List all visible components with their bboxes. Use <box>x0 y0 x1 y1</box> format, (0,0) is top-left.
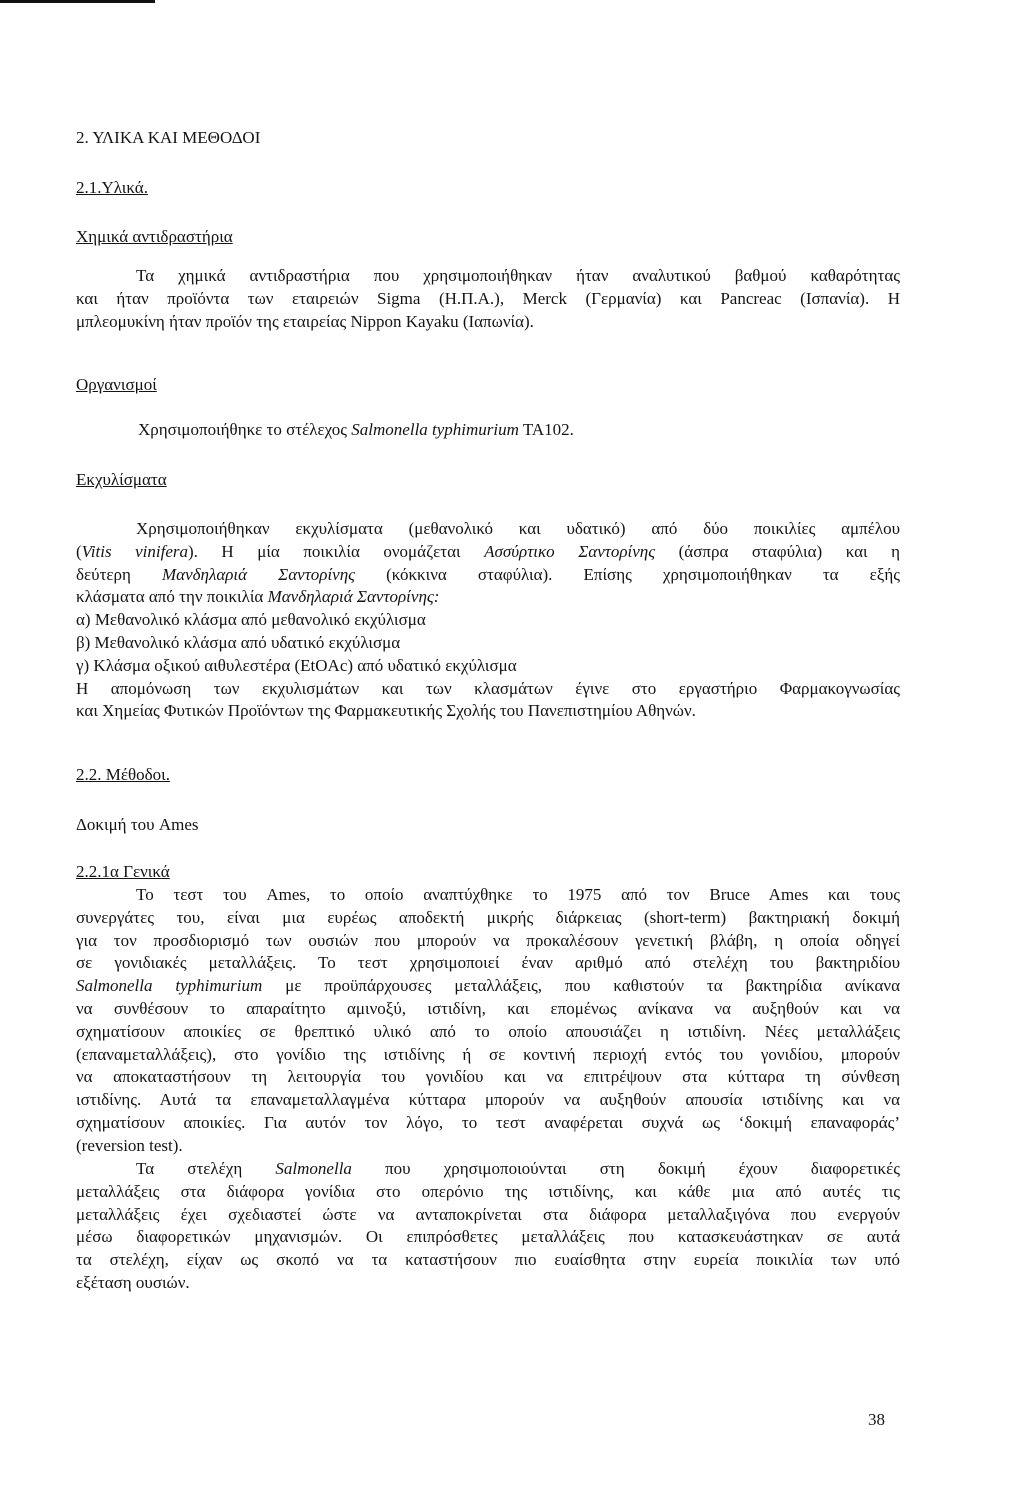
text-line: μεταλλάξεις στα διάφορα γονίδια στο οπερόνιο της ιστιδίνης, και κάθε μια από αυτές τις <box>76 1181 900 1201</box>
text-line: ιστιδίνης. Αυτά τα επαναμεταλλαγμένα κύτταρα μπορούν να αυξηθούν απουσία ιστιδίνης και να <box>76 1090 900 1110</box>
heading-ames: Δοκιμή του Ames <box>76 815 199 834</box>
text-line <box>76 586 900 609</box>
text-span: TA102. <box>518 420 574 439</box>
text-line: μέσω διαφορετικών μηχανισμών. Οι επιπρόσθετες μεταλλάξεις που κατασκευάστηκαν σε αυτά <box>76 1227 900 1247</box>
text-line: και ήταν προϊόντα των εταιρειών Sigma (Η.Π.Α.), Merck (Γερμανία) και Pancreac (Ισπανία). Η <box>76 288 900 308</box>
text-line: τα στελέχη, είχαν ως σκοπό να τα καταστήσουν πιο ευαίσθητα στην ευρεία ποικιλία των υπό <box>76 1250 900 1270</box>
text-line <box>76 975 900 998</box>
heading-organisms: Οργανισμοί <box>76 375 157 394</box>
text-span: που χρησιμοποιούνται στη δοκιμή έχουν διαφορετικές <box>351 1159 900 1178</box>
text-line: Η απομόνωση των εκχυλισμάτων και των κλασμάτων έγινε στο εργαστήριο Φαρμακογνωσίας <box>76 678 900 698</box>
variety-name: Ασσύρτικο Σαντορίνης <box>484 541 656 561</box>
species-name: Vitis vinifera <box>81 541 188 561</box>
text-span: Τα στελέχη <box>136 1159 276 1178</box>
heading-general: 2.2.1α Γενικά <box>76 862 170 881</box>
strains-paragraph <box>76 1158 900 1295</box>
species-name: Salmonella <box>275 1159 352 1178</box>
subsection-materials: 2.1.Υλικά. <box>76 178 148 197</box>
section-title: 2. ΥΛΙΚΑ ΚΑΙ ΜΕΘΟΔΟΙ <box>76 128 261 147</box>
heading-reagents: Χημικά αντιδραστήρια <box>76 227 233 246</box>
text-line: μπλεομυκίνη ήταν προϊόν της εταιρείας Nippon Kayaku (Ιαπωνία). <box>76 311 534 331</box>
text-span: (άσπρα σταφύλια) και η <box>655 541 901 561</box>
text-line: για τον προσδιορισμό των ουσιών που μπορούν να προκαλέσουν γενετική βλάβη, η οποία οδηγεί <box>76 930 900 950</box>
text-line: (reversion test). <box>76 1135 183 1155</box>
list-item: α) Μεθανολικό κλάσμα από μεθανολικό εκχύλισμα <box>76 610 426 630</box>
text-line: (επαναμεταλλάξεις), στο γονίδιο της ιστιδίνης ή σε κοντινή περιοχή εντός του γονιδίου, μπορούν <box>76 1044 900 1064</box>
text-span: ( <box>76 541 82 561</box>
variety-name: Μανδηλαριά Σαντορίνης: <box>267 587 440 607</box>
page-number: 38 <box>868 1410 885 1429</box>
text-span: με προϋπάρχουσες μεταλλάξεις, που καθιστούν τα βακτηρίδια ανίκανα <box>262 976 900 996</box>
list-item: β) Μεθανολικό κλάσμα από υδατικό εκχύλισμα <box>76 632 401 652</box>
text-line: και Χημείας Φυτικών Προϊόντων της Φαρμακευτικής Σχολής του Πανεπιστημίου Αθηνών. <box>76 701 696 721</box>
text-line <box>76 564 900 587</box>
text-span: κλάσματα από την ποικιλία <box>76 587 268 607</box>
extracts-paragraph <box>76 518 900 723</box>
heading-extracts: Εκχυλίσματα <box>76 470 167 489</box>
text-line: σε γονιδιακές μεταλλάξεις. Το τεστ χρησιμοποιεί έναν αριθμό από στελέχη του βακτηριδίου <box>76 953 900 973</box>
scan-top-rule <box>0 0 155 3</box>
text-line: σχηματίσουν αποικίες. Για αυτόν τον λόγο, το τεστ αναφέρεται συχνά ως ‘δοκιμή επαναφοράς’ <box>76 1112 900 1132</box>
text-line: σχηματίσουν αποικίες σε θρεπτικό υλικό από το οποίο απουσιάζει η ιστιδίνη. Νέες μεταλλάξεις <box>76 1021 900 1041</box>
text-line: Τα χημικά αντιδραστήρια που χρησιμοποιήθηκαν ήταν αναλυτικού βαθμού καθαρότητας <box>136 266 900 285</box>
text-span: (κόκκινα σταφύλια). Επίσης χρησιμοποιήθηκαν τα εξής <box>355 564 900 584</box>
text-line <box>76 541 900 564</box>
text-span: δεύτερη <box>76 564 162 584</box>
text-line: να αποκαταστήσουν τη λειτουργία του γονιδίου και να επιτρέψουν στα κύτταρα τη σύνθεση <box>76 1067 900 1087</box>
species-name: Salmonella typhimurium <box>76 976 263 996</box>
general-paragraph <box>76 884 900 1158</box>
text-line: εξέταση ουσιών. <box>76 1272 190 1292</box>
list-item: γ) Κλάσμα οξικού αιθυλεστέρα (EtOAc) από υδατικό εκχύλισμα <box>76 655 517 675</box>
text-line: συνεργάτες του, είναι μια ευρέως αποδεκτή μικρής διάρκειας (short-term) βακτηριακή δοκιμή <box>76 907 900 927</box>
variety-name: Μανδηλαριά Σαντορίνης <box>162 564 356 584</box>
reagents-paragraph <box>76 265 900 333</box>
text-line <box>76 1158 900 1181</box>
text-span: ). Η μία ποικιλία ονομάζεται <box>187 541 485 561</box>
text-line: Το τεστ του Ames, το οποίο αναπτύχθηκε το 1975 από τον Bruce Ames και τους <box>136 885 900 904</box>
text-line: μεταλλάξεις έχει σχεδιαστεί ώστε να ανταποκρίνεται στα διάφορα μεταλλαξιγόνα που ενεργούν <box>76 1204 900 1224</box>
subsection-methods: 2.2. Μέθοδοι. <box>76 765 170 784</box>
text-line: να συνθέσουν το απαραίτητο αμινοξύ, ιστιδίνη, και επομένως ανίκανα να αυξηθούν και να <box>76 998 900 1018</box>
organisms-text <box>138 420 574 440</box>
text-span: Χρησιμοποιήθηκε το στέλεχος <box>138 420 352 439</box>
species-name: Salmonella typhimurium <box>351 420 519 439</box>
text-line: Χρησιμοποιήθηκαν εκχυλίσματα (μεθανολικό και υδατικό) από δύο ποικιλίες αμπέλου <box>136 519 900 538</box>
